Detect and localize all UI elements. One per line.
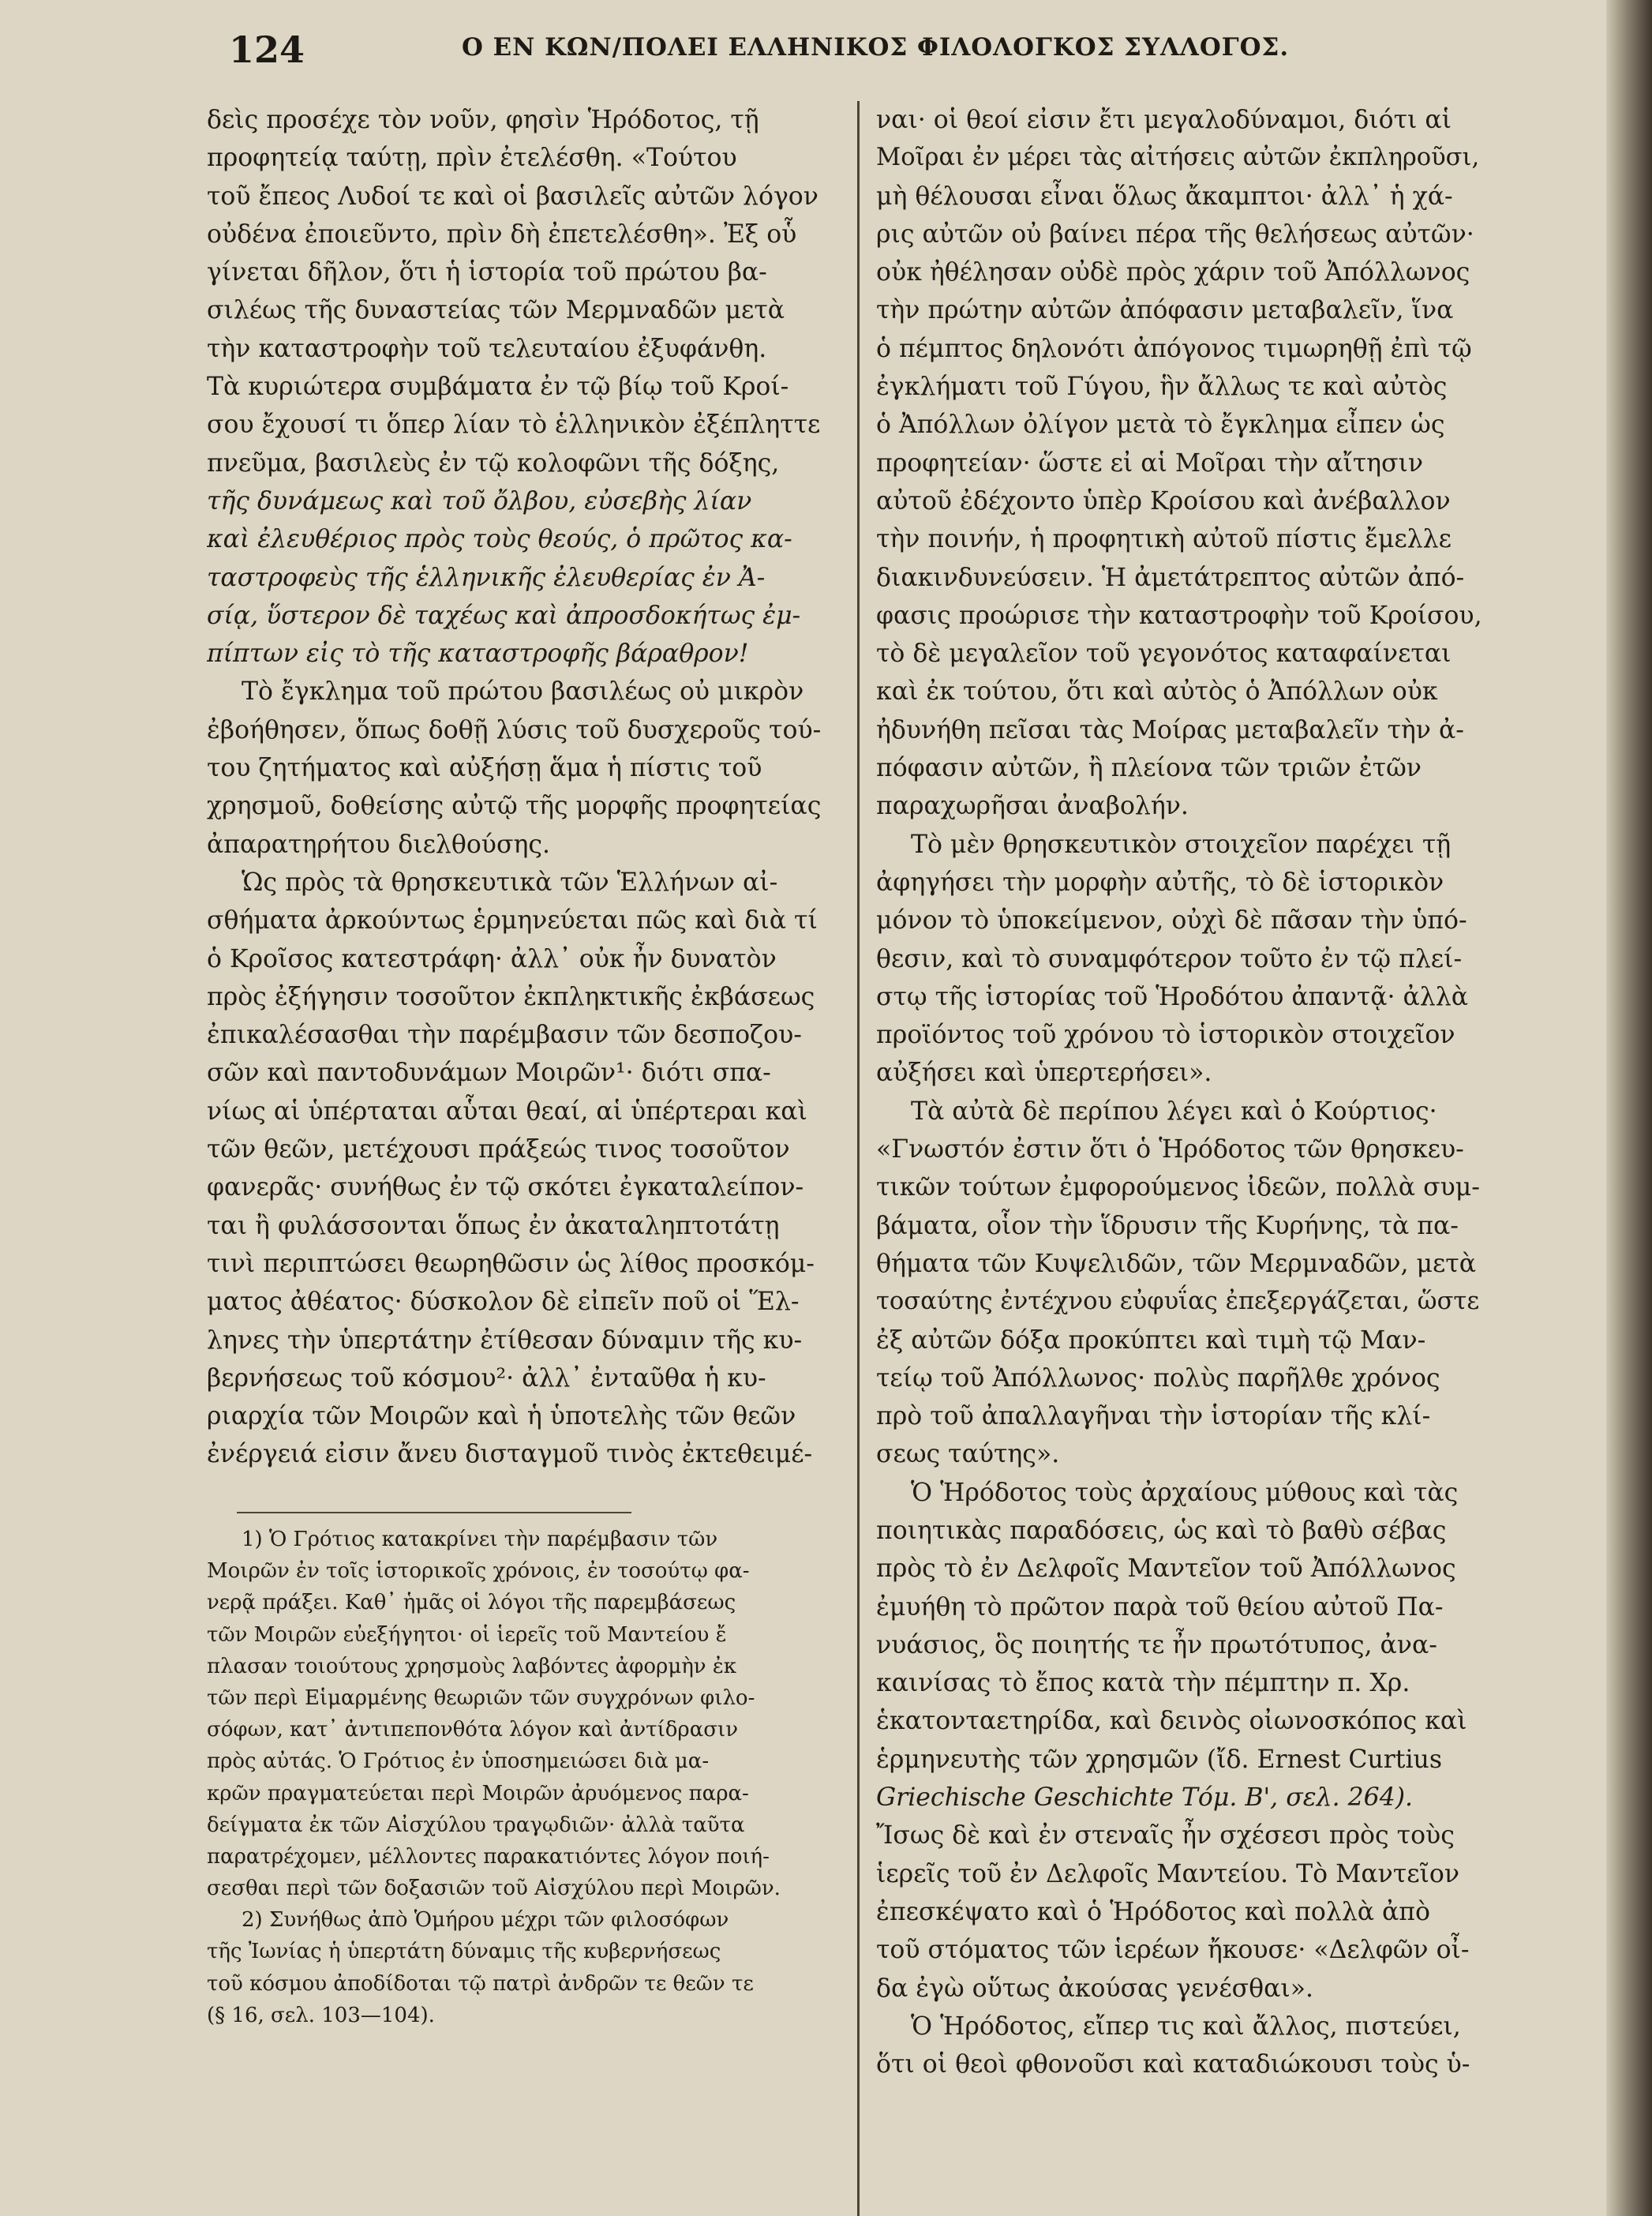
text-line: ποιητικὰς παραδόσεις, ὡς καὶ τὸ βαθὺ σέβας [876, 1516, 1447, 1545]
footnote-line: 1) Ὁ Γρότιος κατακρίνει τὴν παρέμβασιν τῶν [242, 1528, 718, 1551]
text-line: προφητείᾳ ταύτῃ, πρὶν ἐτελέσθη. «Τούτου [207, 144, 737, 173]
text-line: γίνεται δῆλον, ὅτι ἡ ἱστορία τοῦ πρώτου βα- [207, 258, 767, 287]
text-line: μόνον τὸ ὑποκείμενον, οὐχὶ δὲ πᾶσαν τὴν ὑπό- [876, 906, 1467, 936]
text-line: ἐπεσκέψατο καὶ ὁ Ἡρόδοτος καὶ πολλὰ ἀπὸ [876, 1897, 1430, 1926]
text-line: Ὁ Ἡρόδοτος, εἴπερ τις καὶ ἄλλος, πιστεύει, [911, 2012, 1461, 2041]
page-number: 124 [229, 28, 305, 71]
text-line: ὁ πέμπτος δηλονότι ἀπόγονος τιμωρηθῇ ἐπὶ τῷ [876, 334, 1472, 363]
text-line: νυάσιος, ὃς ποιητής τε ἦν πρωτότυπος, ἀνα- [876, 1630, 1437, 1659]
text-line: χρησμοῦ, δοθείσης αὐτῷ τῆς μορφῆς προφητείας [207, 792, 822, 821]
text-line: τὸ δὲ μεγαλεῖον τοῦ γεγονότος καταφαίνεται [876, 639, 1452, 669]
text-line: ἐξ αὐτῶν δόξα προκύπτει καὶ τιμὴ τῷ Μαν- [876, 1325, 1426, 1355]
text-line: βάματα, οἷον τὴν ἵδρυσιν τῆς Κυρήνης, τὰ πα- [876, 1211, 1459, 1240]
text-line: καινίσας τὸ ἔπος κατὰ τὴν πέμπτην π. Χρ. [876, 1669, 1410, 1698]
text-line: τὴν πρώτην αὐτῶν ἀπόφασιν μεταβαλεῖν, ἵνα [876, 296, 1454, 325]
footnote-line: Μοιρῶν ἐν τοῖς ἱστορικοῖς χρόνοις, ἐν τοσούτῳ φα- [207, 1559, 750, 1584]
footnote-line: τῆς Ἰωνίας ἡ ὑπερτάτη δύναμις τῆς κυβερνήσεως [207, 1940, 721, 1964]
text-line: ἠδυνήθη πεῖσαι τὰς Μοίρας μεταβαλεῖν τὴν ἀ- [876, 715, 1464, 744]
text-line: πρὸς τὸ ἐν Δελφοῖς Μαντεῖον τοῦ Ἀπόλλωνος [876, 1554, 1456, 1584]
text-line: σεως ταύτης». [876, 1440, 1060, 1469]
text-line: ἀπαρατηρήτου διελθούσης. [207, 830, 550, 859]
footnote-line: πλασαν τοιούτους χρησμοὺς λαβόντες ἀφορμὴν ἐκ [207, 1654, 737, 1678]
text-line: πρὸ τοῦ ἀπαλλαγῆναι τὴν ἱστορίαν τῆς κλί- [876, 1402, 1431, 1431]
text-line: Τὰ κυριώτερα συμβάματα ἐν τῷ βίῳ τοῦ Κροί- [207, 373, 789, 402]
text-line: ἐμυήθη τὸ πρῶτον παρὰ τοῦ θείου αὐτοῦ Πα- [876, 1592, 1444, 1622]
text-line: φανερᾶς· συνήθως ἐν τῷ σκότει ἐγκαταλείπον- [207, 1173, 804, 1202]
text-line: θήματα τῶν Κυψελιδῶν, τῶν Μερμναδῶν, μετὰ [876, 1249, 1476, 1278]
text-line: φασις προώρισε τὴν καταστροφὴν τοῦ Κροίσου, [876, 601, 1482, 630]
text-line: ταστροφεὺς τῆς ἑλληνικῆς ἐλευθερίας ἐν Ἀ- [207, 563, 766, 592]
text-line: καὶ ἐλευθέριος πρὸς τοὺς θεούς, ὁ πρῶτος κα- [207, 525, 792, 554]
text-line: αὐξήσει καὶ ὑπερτερήσει». [876, 1059, 1212, 1088]
text-line: πνεῦμα, βασιλεὺς ἐν τῷ κολοφῶνι τῆς δόξης, [207, 448, 780, 478]
text-line: Griechische Geschichte Τόμ. Β', σελ. 264). [876, 1783, 1414, 1813]
text-line: σίᾳ, ὕστερον δὲ ταχέως καὶ ἀπροσδοκήτως ἐμ- [207, 601, 801, 630]
text-line: παραχωρῆσαι ἀναβολήν. [876, 792, 1189, 821]
text-line: Μοῖραι ἐν μέρει τὰς αἰτήσεις αὐτῶν ἐκπληροῦσι, [876, 144, 1480, 172]
text-line: ἐνέργειά εἰσιν ἄνευ δισταγμοῦ τινὸς ἐκτεθειμέ- [207, 1440, 813, 1469]
text-line: προϊόντος τοῦ χρόνου τὸ ἱστορικὸν στοιχεῖον [876, 1021, 1455, 1050]
text-line: ἐπικαλέσασθαι τὴν παρέμβασιν τῶν δεσποζου- [207, 1021, 802, 1050]
footnote-line: σεσθαι περὶ τῶν δοξασιῶν τοῦ Αἰσχύλου περὶ Μοιρῶν. [207, 1877, 781, 1901]
text-line: τοῦ ἔπεος Λυδοί τε καὶ οἱ βασιλεῖς αὐτῶν λόγον [207, 182, 819, 211]
text-line: τικῶν τούτων ἐμφορούμενος ἰδεῶν, πολλὰ συμ- [876, 1173, 1480, 1202]
text-line: ἐβοήθησεν, ὅπως δοθῇ λύσις τοῦ δυσχεροῦς τού- [207, 715, 822, 744]
text-line: στῳ τῆς ἱστορίας τοῦ Ἡροδότου ἀπαντᾷ· ἀλλὰ [876, 982, 1468, 1011]
text-line: Τὸ ἔγκλημα τοῦ πρώτου βασιλέως οὐ μικρὸν [242, 677, 804, 707]
text-line: ναι· οἱ θεοί εἰσιν ἔτι μεγαλοδύναμοι, διότι αἱ [876, 106, 1452, 134]
text-line: τείῳ τοῦ Ἀπόλλωνος· πολὺς παρῆλθε χρόνος [876, 1363, 1440, 1393]
text-line: προφητείαν· ὥστε εἰ αἱ Μοῖραι τὴν αἴτησιν [876, 448, 1424, 478]
text-line: οὐκ ἠθέλησαν οὐδὲ πρὸς χάριν τοῦ Ἀπόλλωνος [876, 258, 1470, 287]
text-line: θεσιν, καὶ τὸ συναμφότερον τοῦτο ἐν τῷ πλεί- [876, 944, 1463, 973]
text-line: νίως αἱ ὑπέρταται αὗται θεαί, αἱ ὑπέρτεραι καὶ [207, 1097, 807, 1126]
footnote-line: (§ 16, σελ. 103—104). [207, 2003, 435, 2027]
text-line: πίπτων εἰς τὸ τῆς καταστροφῆς βάραθρον! [207, 639, 749, 669]
text-line: Ἴσως δὲ καὶ ἐν στεναῖς ἦν σχέσεσι πρὸς τοὺς [876, 1821, 1455, 1850]
footnote-line: δείγματα ἐκ τῶν Αἰσχύλου τραγῳδιῶν· ἀλλὰ ταῦτα [207, 1813, 745, 1837]
text-line: του ζητήματος καὶ αὐξήσῃ ἅμα ἡ πίστις τοῦ [207, 754, 762, 783]
footnote-line: 2) Συνήθως ἀπὸ Ὁμήρου μέχρι τῶν φιλοσόφων [242, 1908, 729, 1933]
text-line: ἐγκλήματι τοῦ Γύγου, ἣν ἄλλως τε καὶ αὐτὸς [876, 373, 1448, 402]
right-column [876, 101, 1485, 2083]
text-line: διακινδυνεύσειν. Ἡ ἀμετάτρεπτος αὐτῶν ἀπό- [876, 563, 1465, 592]
text-line: τοῦ στόματος τῶν ἱερέων ἤκουσε· «Δελφῶν οἶ- [876, 1936, 1470, 1965]
left-column [207, 101, 841, 1474]
text-line: Ὁ Ἡρόδοτος τοὺς ἀρχαίους μύθους καὶ τὰς [911, 1478, 1459, 1507]
column-divider [857, 101, 860, 2216]
text-line: δεὶς προσέχε τὸν νοῦν, φησὶν Ἡρόδοτος, τῇ [207, 106, 759, 134]
text-line: τοσαύτης ἐντέχνου εὐφυΐας ἐπεξεργάζεται, ὥστε [876, 1288, 1480, 1316]
text-line: Τὰ αὐτὰ δὲ περίπου λέγει καὶ ὁ Κούρτιος· [911, 1097, 1437, 1126]
text-line: μὴ θέλουσαι εἶναι ὅλως ἄκαμπτοι· ἀλλ᾽ ἡ χά- [876, 182, 1453, 211]
footnote-line: τῶν Μοιρῶν εὐεξήγητοι· οἱ ἱερεῖς τοῦ Μαντείου ἔ [207, 1622, 727, 1647]
footnote-line: σόφων, κατ᾽ ἀντιπεπονθότα λόγον καὶ ἀντίδρασιν [207, 1718, 739, 1742]
text-line: ριαρχία τῶν Μοιρῶν καὶ ἡ ὑποτελὴς τῶν θεῶν [207, 1402, 796, 1431]
text-line: τὴν ποινήν, ἡ προφητικὴ αὐτοῦ πίστις ἔμελλε [876, 525, 1452, 554]
text-line: οὐδένα ἐποιεῦντο, πρὶν δὴ ἐπετελέσθη». Ἐξ οὗ [207, 219, 797, 249]
footnote-line: κρῶν πραγματεύεται περὶ Μοιρῶν ἀρυόμενος παρα- [207, 1781, 749, 1805]
text-line: καὶ ἐκ τούτου, ὅτι καὶ αὐτὸς ὁ Ἀπόλλων οὐκ [876, 677, 1438, 707]
text-line: βερνήσεως τοῦ κόσμου²· ἀλλ᾽ ἐνταῦθα ἡ κυ- [207, 1363, 766, 1393]
text-line: ὁ Ἀπόλλων ὀλίγον μετὰ τὸ ἔγκλημα εἶπεν ὡς [876, 411, 1445, 440]
text-line: τὴν καταστροφὴν τοῦ τελευταίου ἐξυφάνθη. [207, 334, 767, 363]
text-line: Τὸ μὲν θρησκευτικὸν στοιχεῖον παρέχει τῇ [911, 830, 1452, 859]
running-header: Ο ΕΝ ΚΩΝ/ΠΟΛΕΙ ΕΛΛΗΝΙΚΟΣ ΦΙΛΟΛΟΓΚΟΣ ΣΥΛΛΟΓΟΣ. [462, 33, 1290, 62]
text-line: πρὸς ἐξήγησιν τοσοῦτον ἐκπληκτικῆς ἐκβάσεως [207, 982, 815, 1011]
text-line: ρις αὐτῶν οὐ βαίνει πέρα τῆς θελήσεως αὐτῶν· [876, 219, 1474, 249]
text-line: ἑρμηνευτὴς τῶν χρησμῶν (ἴδ. Ernest Curtius [876, 1745, 1442, 1774]
text-line: πόφασιν αὐτῶν, ἢ πλείονα τῶν τριῶν ἐτῶν [876, 754, 1422, 783]
text-line: δα ἐγὼ οὕτως ἀκούσας γενέσθαι». [876, 1974, 1314, 2003]
footnote-line: πρὸς αὐτάς. Ὁ Γρότιος ἐν ὑποσημειώσει διὰ μα- [207, 1749, 710, 1774]
text-line: αὐτοῦ ἐδέχοντο ὑπὲρ Κροίσου καὶ ἀνέβαλλον [876, 486, 1451, 516]
footnotes [207, 1524, 841, 2031]
text-line: ἑκατονταετηρίδα, καὶ δεινὸς οἰωνοσκόπος καὶ [876, 1707, 1467, 1736]
footnote-line: νερᾷ πράξει. Καθ᾽ ἡμᾶς οἱ λόγοι τῆς παρεμβάσεως [207, 1591, 736, 1615]
text-line: Ὡς πρὸς τὰ θρησκευτικὰ τῶν Ἑλλήνων αἰ- [242, 868, 778, 897]
text-line: ἱερεῖς τοῦ ἐν Δελφοῖς Μαντείου. Τὸ Μαντεῖον [876, 1859, 1459, 1888]
page-binding-edge [1606, 0, 1652, 2216]
text-line: σιλέως τῆς δυναστείας τῶν Μερμναδῶν μετὰ [207, 296, 785, 325]
footnote-line: παρατρέχομεν, μέλλοντες παρακατιόντες λόγον ποιή- [207, 1844, 770, 1869]
text-line: σθήματα ἀρκούντως ἑρμηνεύεται πῶς καὶ διὰ τί [207, 906, 818, 936]
text-line: σου ἔχουσί τι ὅπερ λίαν τὸ ἑλληνικὸν ἐξέπληττε [207, 411, 821, 440]
text-line: ὅτι οἱ θεοὶ φθονοῦσι καὶ καταδιώκουσι τοὺς ὑ- [876, 2050, 1470, 2079]
text-line: ἀφηγήσει τὴν μορφὴν αὐτῆς, τὸ δὲ ἱστορικὸν [876, 868, 1444, 897]
text-line: «Γνωστόν ἐστιν ὅτι ὁ Ἡρόδοτος τῶν θρησκευ- [876, 1135, 1464, 1164]
footnote-rule [237, 1512, 631, 1513]
text-line: ται ἢ φυλάσσονται ὅπως ἐν ἀκαταληπτοτάτῃ [207, 1211, 780, 1240]
text-line: τῆς δυνάμεως καὶ τοῦ ὄλβου, εὐσεβὴς λίαν [207, 486, 752, 516]
text-line: τῶν θεῶν, μετέχουσι πράξεώς τινος τοσοῦτον [207, 1135, 790, 1164]
text-line: σῶν καὶ παντοδυνάμων Μοιρῶν¹· διότι σπα- [207, 1059, 771, 1088]
text-line: ὁ Κροῖσος κατεστράφη· ἀλλ᾽ οὐκ ἦν δυνατὸν [207, 944, 777, 973]
footnote-line: τῶν περὶ Εἱμαρμένης θεωριῶν τῶν συγχρόνων φιλο- [207, 1685, 755, 1710]
text-line: ματος ἀθέατος· δύσκολον δὲ εἰπεῖν ποῦ οἱ Ἕλ- [207, 1288, 800, 1317]
footnote-line: τοῦ κόσμου ἀποδίδοται τῷ πατρὶ ἀνδρῶν τε θεῶν τε [207, 1971, 754, 1996]
text-line: τινὶ περιπτώσει θεωρηθῶσιν ὡς λίθος προσκόμ- [207, 1249, 815, 1278]
text-line: ληνες τὴν ὑπερτάτην ἐτίθεσαν δύναμιν τῆς κυ- [207, 1325, 803, 1355]
